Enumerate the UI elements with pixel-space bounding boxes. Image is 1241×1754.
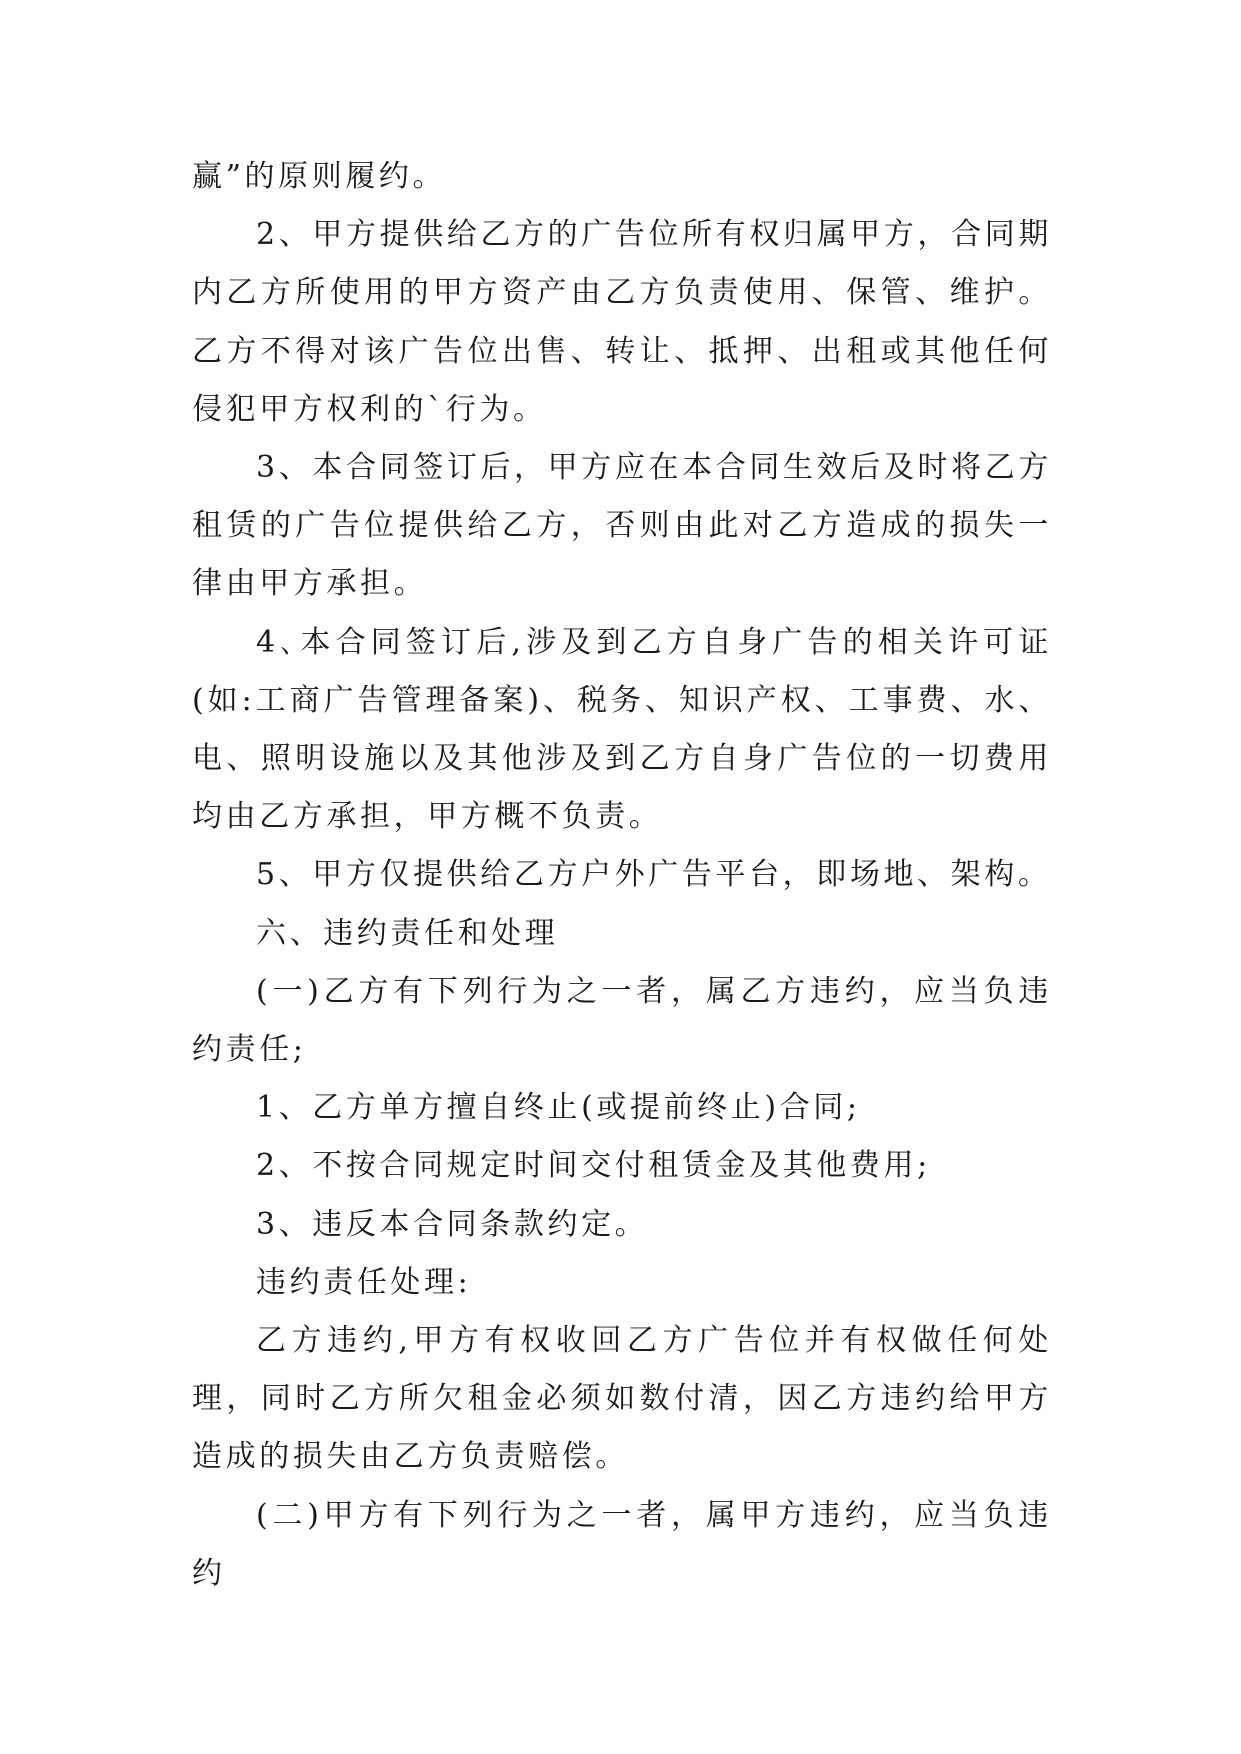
- paragraph-party-b-breach: (一)乙方有下列行为之一者，属乙方违约，应当负违约责任;: [192, 973, 1052, 1068]
- section-heading-breach: 六、违约责任和处理: [256, 915, 559, 951]
- paragraph-clause-3-delivery: 3、本合同签订后，甲方应在本合同生效后及时将乙方租赁的广告位提供给乙方，否则由此对乙方造成的损失一律由甲方承担。: [192, 450, 1052, 602]
- paragraph-clause-5-platform: 5、甲方仅提供给乙方户外广告平台，即场地、架构。: [256, 857, 1052, 893]
- subheading-breach-handling: 违约责任处理:: [256, 1264, 472, 1300]
- paragraph-breach-handling: 乙方违约,甲方有权收回乙方广告位并有权做任何处理，同时乙方所欠租金必须如数付清，因乙方违约给甲方造成的损失由乙方负责赔偿。: [192, 1323, 1052, 1475]
- paragraph-clause-2-ownership: 2、甲方提供给乙方的广告位所有权归属甲方，合同期内乙方所使用的甲方资产由乙方负责使用、保管、维护。乙方不得对该广告位出售、转让、抵押、出租或其他任何侵犯甲方权利的`行为。: [192, 217, 1052, 427]
- list-item-breach-3: 3、违反本合同条款约定。: [256, 1206, 649, 1242]
- paragraph-party-a-breach: (二)甲方有下列行为之一者，属甲方违约，应当负违约: [192, 1497, 1052, 1591]
- list-item-breach-2: 2、不按合同规定时间交付租赁金及其他费用;: [256, 1148, 931, 1184]
- paragraph-principle-end: 赢”的原则履约。: [192, 159, 447, 194]
- document-body: [192, 148, 1052, 1603]
- paragraph-clause-4-costs: 4､本合同签订后,涉及到乙方自身广告的相关许可证(如:工商广告管理备案)、税务、知识产权、工事费、水、电、照明设施以及其他涉及到乙方自身广告位的一切费用均由乙方承担，甲方概不负责。: [192, 624, 1052, 835]
- list-item-breach-1: 1、乙方单方擅自终止(或提前终止)合同;: [256, 1090, 861, 1126]
